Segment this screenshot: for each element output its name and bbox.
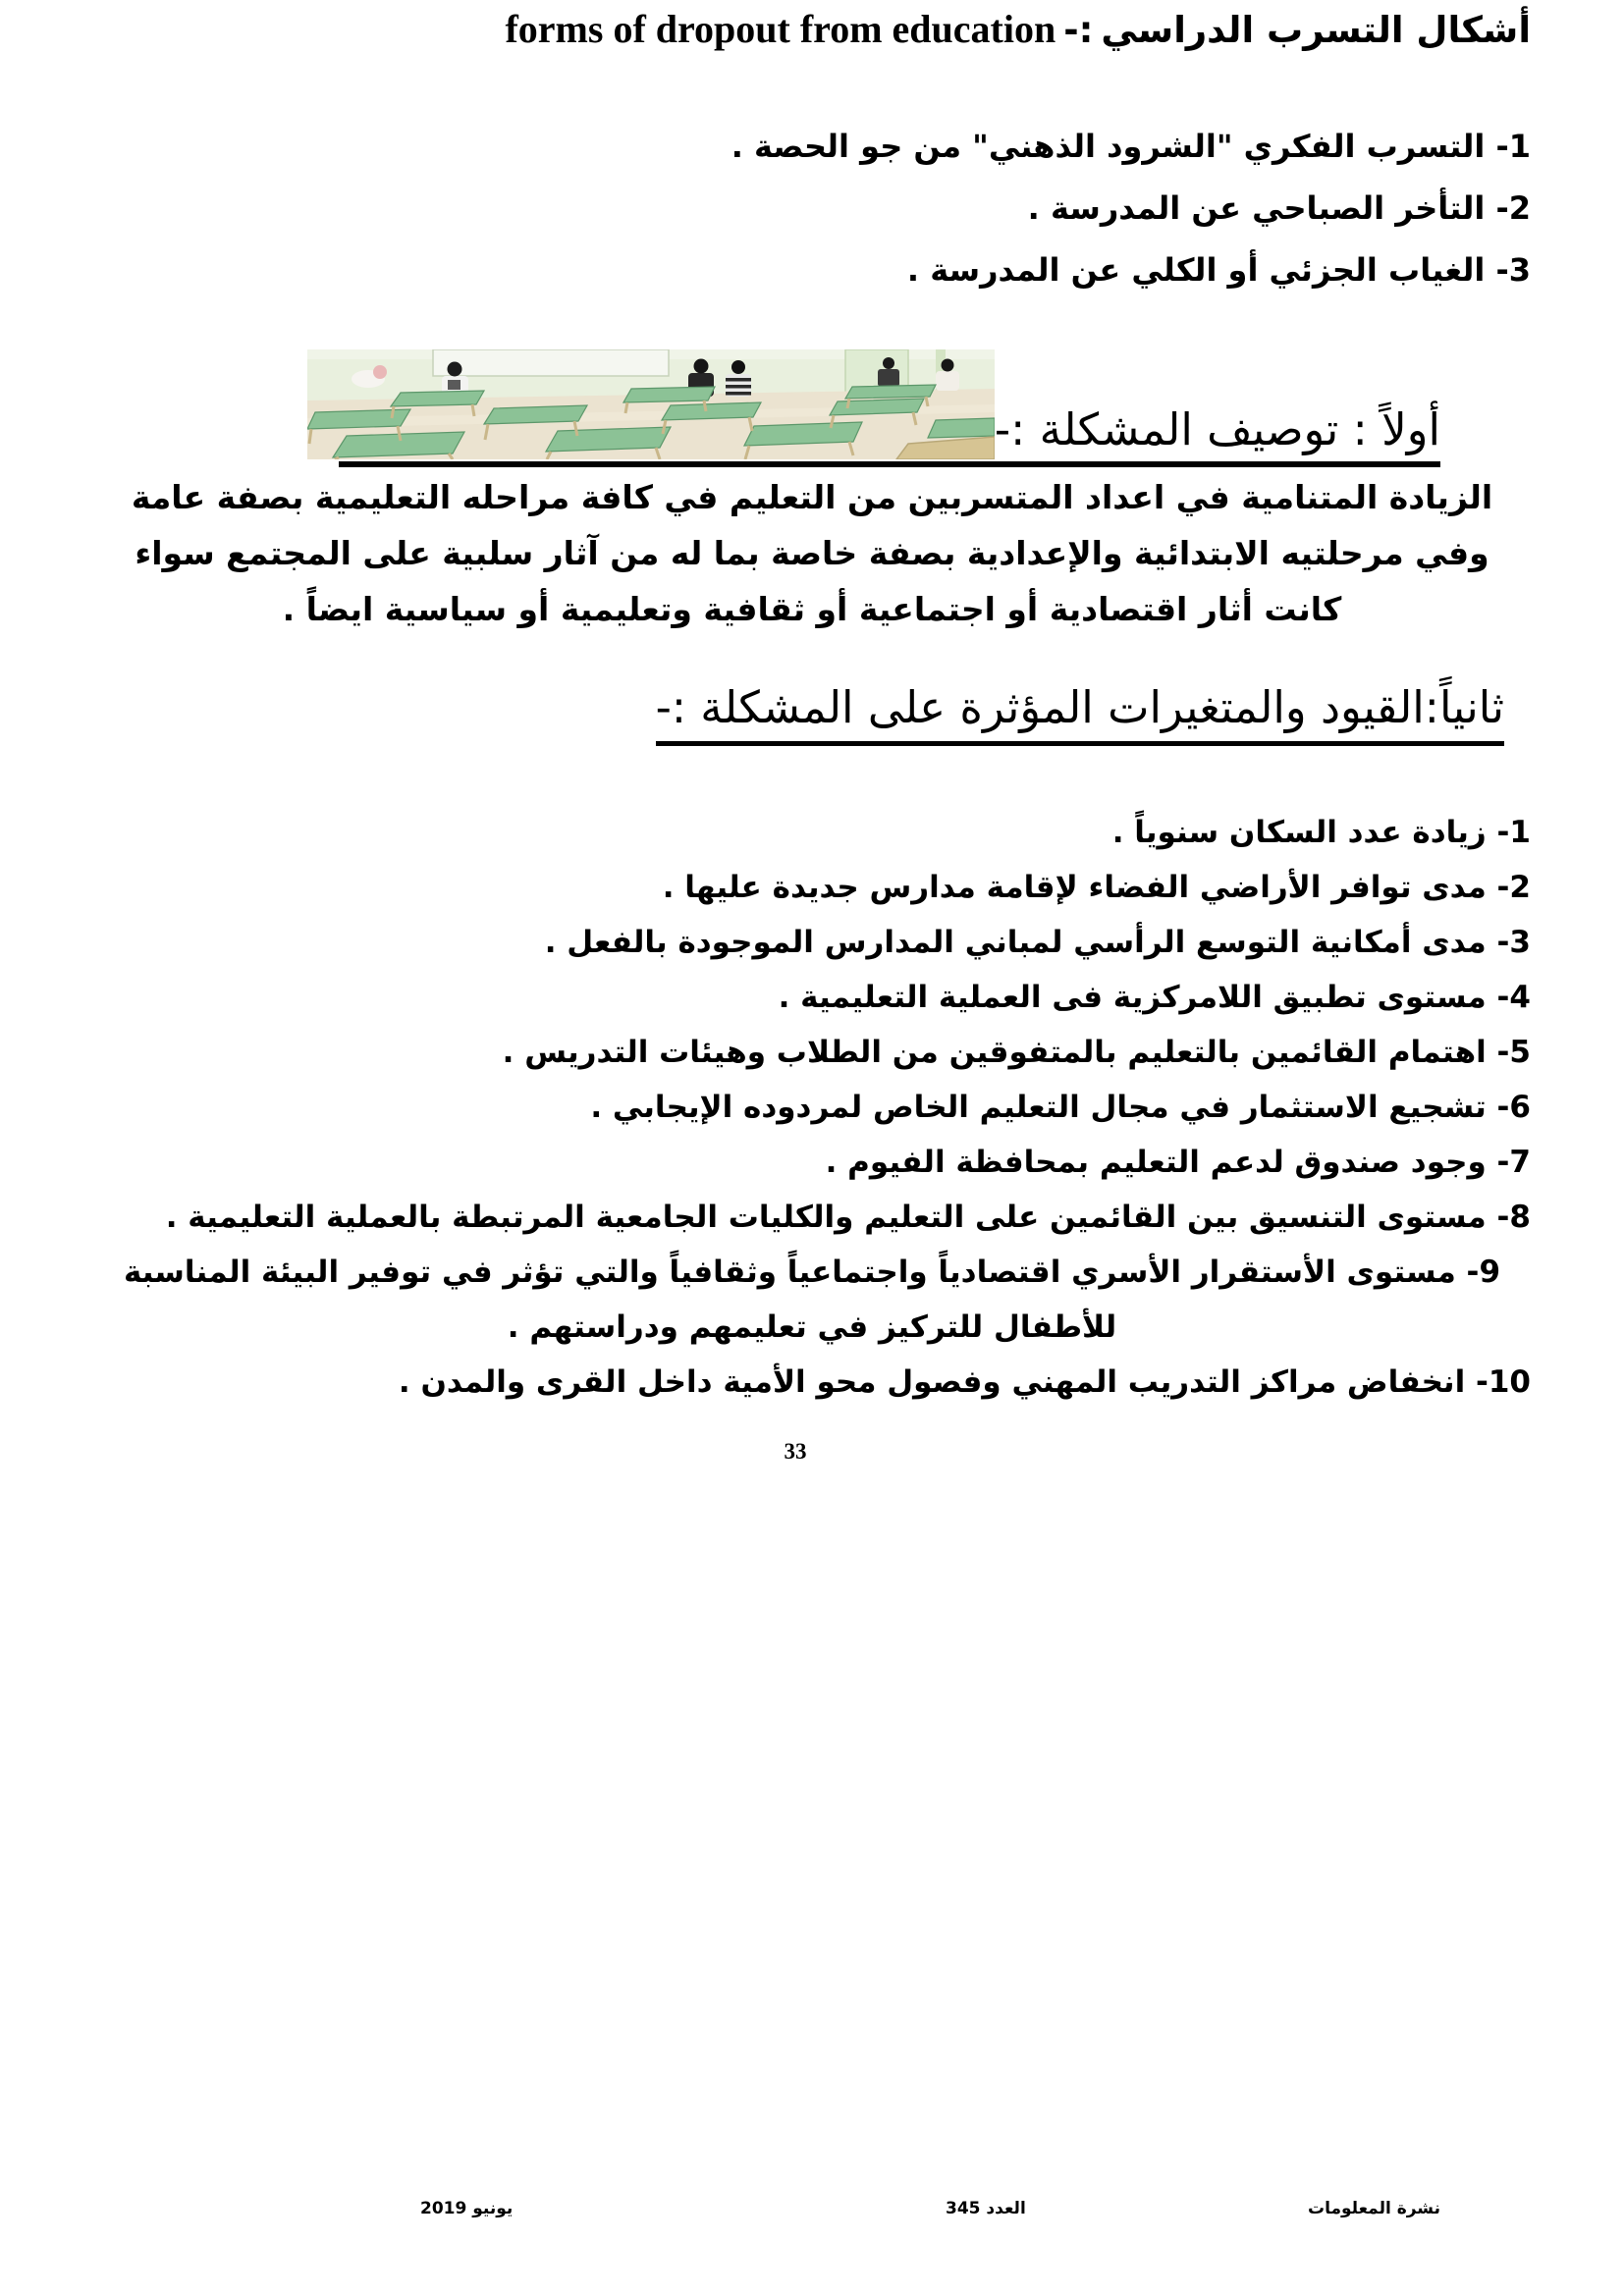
list-item: 3- الغياب الجزئي أو الكلي عن المدرسة . xyxy=(906,251,1531,289)
page-title-arabic: أشكال التسرب الدراسي xyxy=(1101,9,1531,51)
list-item: 7- وجود صندوق لدعم التعليم بمحافظة الفيوم . xyxy=(825,1145,1531,1180)
list-item: 3- مدى أمكانية التوسع الرأسي لمباني المدارس الموجودة بالفعل . xyxy=(544,925,1531,960)
page-title-separator: :- xyxy=(1063,9,1094,51)
footer-bulletin-name: نشرة المعلومات xyxy=(1307,2199,1440,2218)
section1-heading: أولاً : توصيف المشكلة :- xyxy=(994,402,1440,455)
constraints-list xyxy=(93,805,1531,1410)
list-item: 2- مدى توافر الأراضي الفضاء لإقامة مدارس جديدة عليها . xyxy=(662,870,1531,905)
footer-date: يونيو 2019 xyxy=(420,2199,514,2218)
list-item: 8- مستوى التنسيق بين القائمين على التعليم والكليات الجامعية المرتبطة بالعملية التعليمية . xyxy=(165,1200,1531,1235)
page-title xyxy=(93,6,1531,52)
list-item: 6- تشجيع الاستثمار في مجال التعليم الخاص لمردوده الإيجابي . xyxy=(590,1090,1531,1125)
section1-header-row xyxy=(339,349,1440,467)
classroom-photo-image xyxy=(307,349,995,459)
dropout-forms-list xyxy=(93,116,1531,301)
page-number: 33 xyxy=(784,1439,807,1464)
list-item: 1- التسرب الفكري "الشرود الذهني" من جو الحصة . xyxy=(731,128,1531,165)
list-item: 4- مستوى تطبيق اللامركزية فى العملية التعليمية . xyxy=(778,980,1531,1015)
footer-issue-number: العدد 345 xyxy=(946,2199,1026,2218)
page-title-english: forms of dropout from education xyxy=(505,7,1056,51)
section2-heading: ثانياً:القيود والمتغيرات المؤثرة على المشكلة :- xyxy=(656,681,1504,746)
list-item: 2- التأخر الصباحي عن المدرسة . xyxy=(1027,189,1531,227)
list-item: 5- اهتمام القائمين بالتعليم بالمتفوقين من الطلاب وهيئات التدريس . xyxy=(502,1035,1531,1070)
list-item: 9- مستوى الأستقرار الأسري اقتصادياً واجتماعياً وثقافياً والتي تؤثر في توفير البيئة المناسبة للأطفال للتركيز في تعليمهم ودراستهم . xyxy=(123,1255,1501,1345)
list-item: 10- انخفاض مراكز التدريب المهني وفصول محو الأمية داخل القرى والمدن . xyxy=(398,1364,1531,1400)
problem-description-paragraph: الزيادة المتنامية في اعداد المتسربين من التعليم في كافة مراحله التعليمية بصفة عامة وفي مرحلتيه الابتدائية والإعدادية بصفة خاصة بما له من آثار سلبية على المجتمع سواء كانت أثار اقتصادية أو اجتماعية أو ثقافية وتعليمية أو سياسية ايضاً . xyxy=(131,478,1493,628)
list-item: 1- زيادة عدد السكان سنوياً . xyxy=(1111,815,1531,850)
